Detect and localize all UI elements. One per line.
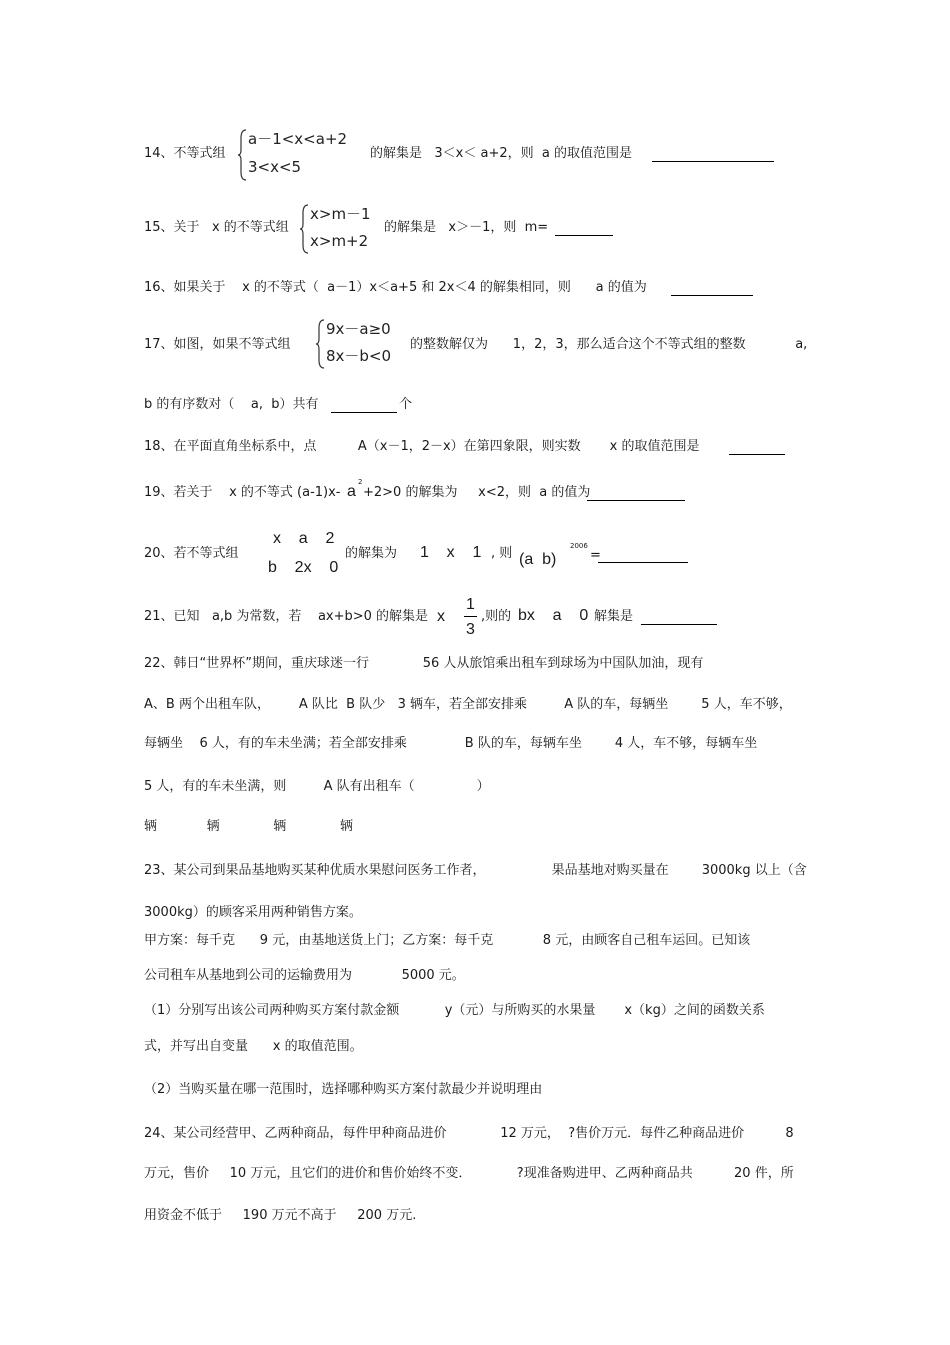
q18-text: 18、在平面直角坐标系中，点 A（x－1，2－x）在第四象限，则实数 x 的取值范围是 bbox=[144, 439, 700, 454]
q20-text-f: = bbox=[590, 548, 601, 563]
q17-text-a: 17、如图，如果不等式组 bbox=[144, 337, 291, 352]
q20-text-b: 的解集为 bbox=[345, 546, 398, 561]
q17-system-row-2: 8x－b<0 bbox=[326, 347, 392, 365]
brace-icon bbox=[300, 203, 310, 255]
q19-text-b: +2>0 的解集为 x<2，则 a 的值为 bbox=[363, 485, 591, 500]
q21-answer-blank[interactable] bbox=[641, 624, 717, 625]
q23-line-4: 公司租车从基地到公司的运输费用为 5000 元。 bbox=[144, 968, 465, 983]
q20-solution-set: 1 x 1 bbox=[420, 544, 482, 561]
q17-text-b: 的整数解仅为 1，2，3，那么适合这个不等式组的整数 a, bbox=[410, 337, 808, 352]
q19-answer-blank[interactable] bbox=[587, 500, 685, 501]
q23-line-1: 23、某公司到果品基地购买某种优质水果慰问医务工作者， 果品基地对购买量在 3000kg 以上（含 bbox=[144, 863, 807, 878]
q24-line-2: 万元，售价 10 万元，且它们的进价和售价始终不变． ?现准备购进甲、乙两种商品共 20 件，所 bbox=[144, 1166, 794, 1181]
brace-icon bbox=[238, 128, 248, 182]
q15-system-row-2: x>m+2 bbox=[310, 232, 369, 250]
q21-text-d: 解集是 bbox=[594, 609, 634, 624]
q17-text-d: 个 bbox=[399, 397, 413, 412]
q23-part-1-line-2: 式，并写出自变量 x 的取值范围。 bbox=[144, 1039, 363, 1054]
q22-line-3: 每辆坐 6 人，有的车未坐满；若全部安排乘 B 队的车，每辆车坐 4 人，车不够，每辆车坐 bbox=[144, 736, 758, 751]
q23-line-3: 甲方案：每千克 9 元，由基地送货上门；乙方案：每千克 8 元，由顾客自己租车运回。已知该 bbox=[144, 933, 751, 948]
q21-x: x bbox=[437, 608, 445, 625]
q17-answer-blank[interactable] bbox=[331, 412, 397, 413]
q21-expression: bx a 0 bbox=[518, 607, 589, 624]
q24-line-3: 用资金不低于 190 万元不高于 200 万元. bbox=[144, 1208, 417, 1223]
brace-icon bbox=[316, 318, 326, 370]
q22-line-4: 5 人，有的车未坐满，则 A 队有出租车（ ） bbox=[144, 779, 490, 794]
q20-expression: (a b) bbox=[519, 551, 557, 568]
q23-line-2: 3000kg）的顾客采用两种销售方案。 bbox=[144, 905, 362, 920]
q20-exponent: 2006 bbox=[570, 542, 588, 550]
q20-system-row-1: x a 2 bbox=[273, 530, 335, 547]
q20-text-a: 20、若不等式组 bbox=[144, 546, 239, 561]
q15-text-a: 15、关于 x 的不等式组 bbox=[144, 220, 289, 235]
q14-system-row-2: 3<x<5 bbox=[248, 158, 302, 176]
q20-answer-blank[interactable] bbox=[598, 562, 688, 563]
q19-text-a: 19、若关于 x 的不等式 (a-1)x- bbox=[144, 485, 341, 500]
q22-line-2: A、B 两个出租车队， A 队比 B 队少 3 辆车，若全部安排乘 A 队的车，每辆坐 5 人，车不够， bbox=[144, 697, 792, 712]
q21-fraction-denominator: 3 bbox=[466, 621, 475, 638]
q16-answer-blank[interactable] bbox=[671, 295, 753, 296]
q22-options: 辆 辆 辆 辆 bbox=[144, 819, 354, 834]
q19-exponent: 2 bbox=[358, 478, 363, 486]
q23-part-2: （2）当购买量在哪一范围时，选择哪种购买方案付款最少并说明理由 bbox=[144, 1082, 543, 1097]
q15-system-row-1: x>m－1 bbox=[310, 205, 371, 223]
q14-inequality-system bbox=[238, 128, 368, 182]
q16-text: 16、如果关于 x 的不等式（ a－1）x＜a+5 和 2x＜4 的解集相同，则 a 的值为 bbox=[144, 280, 647, 295]
q22-line-1: 22、韩日“世界杯”期间，重庆球迷一行 56 人从旅馆乘出租车到球场为中国队加油，现有 bbox=[144, 656, 704, 671]
q18-answer-blank[interactable] bbox=[729, 454, 785, 455]
q15-answer-blank[interactable] bbox=[555, 235, 613, 236]
q23-part-1-line-1: （1）分别写出该公司两种购买方案付款金额 y（元）与所购买的水果量 x（kg）之间的函数关系 bbox=[144, 1003, 765, 1018]
q21-text-a: 21、已知 a,b 为常数，若 ax+b>0 的解集是 bbox=[144, 609, 429, 624]
q15-inequality-system bbox=[300, 203, 382, 255]
q15-text-b: 的解集是 x＞－1，则 m= bbox=[384, 220, 549, 235]
q21-fraction-numerator: 1 bbox=[466, 596, 475, 613]
q17-inequality-system bbox=[316, 318, 408, 370]
q19-variable-a: a bbox=[347, 483, 356, 500]
q14-system-row-1: a－1<x<a+2 bbox=[248, 130, 348, 148]
q20-text-d: , 则 bbox=[491, 546, 513, 561]
q14-text-b: 的解集是 3＜x＜ a+2，则 a 的取值范围是 bbox=[370, 146, 632, 161]
q21-fraction-bar bbox=[464, 616, 477, 617]
q20-system-row-2: b 2x 0 bbox=[268, 559, 339, 576]
q17-text-c: b 的有序数对（ a, b）共有 bbox=[144, 397, 319, 412]
q14-answer-blank[interactable] bbox=[652, 161, 774, 162]
q17-system-row-1: 9x－a≥0 bbox=[326, 320, 391, 338]
q21-text-b: ,则的 bbox=[481, 609, 512, 624]
q14-text-a: 14、不等式组 bbox=[144, 146, 226, 161]
q24-line-1: 24、某公司经营甲、乙两种商品，每件甲种商品进价 12 万元， ?售价万元．每件乙种商品进价 8 bbox=[144, 1126, 794, 1141]
